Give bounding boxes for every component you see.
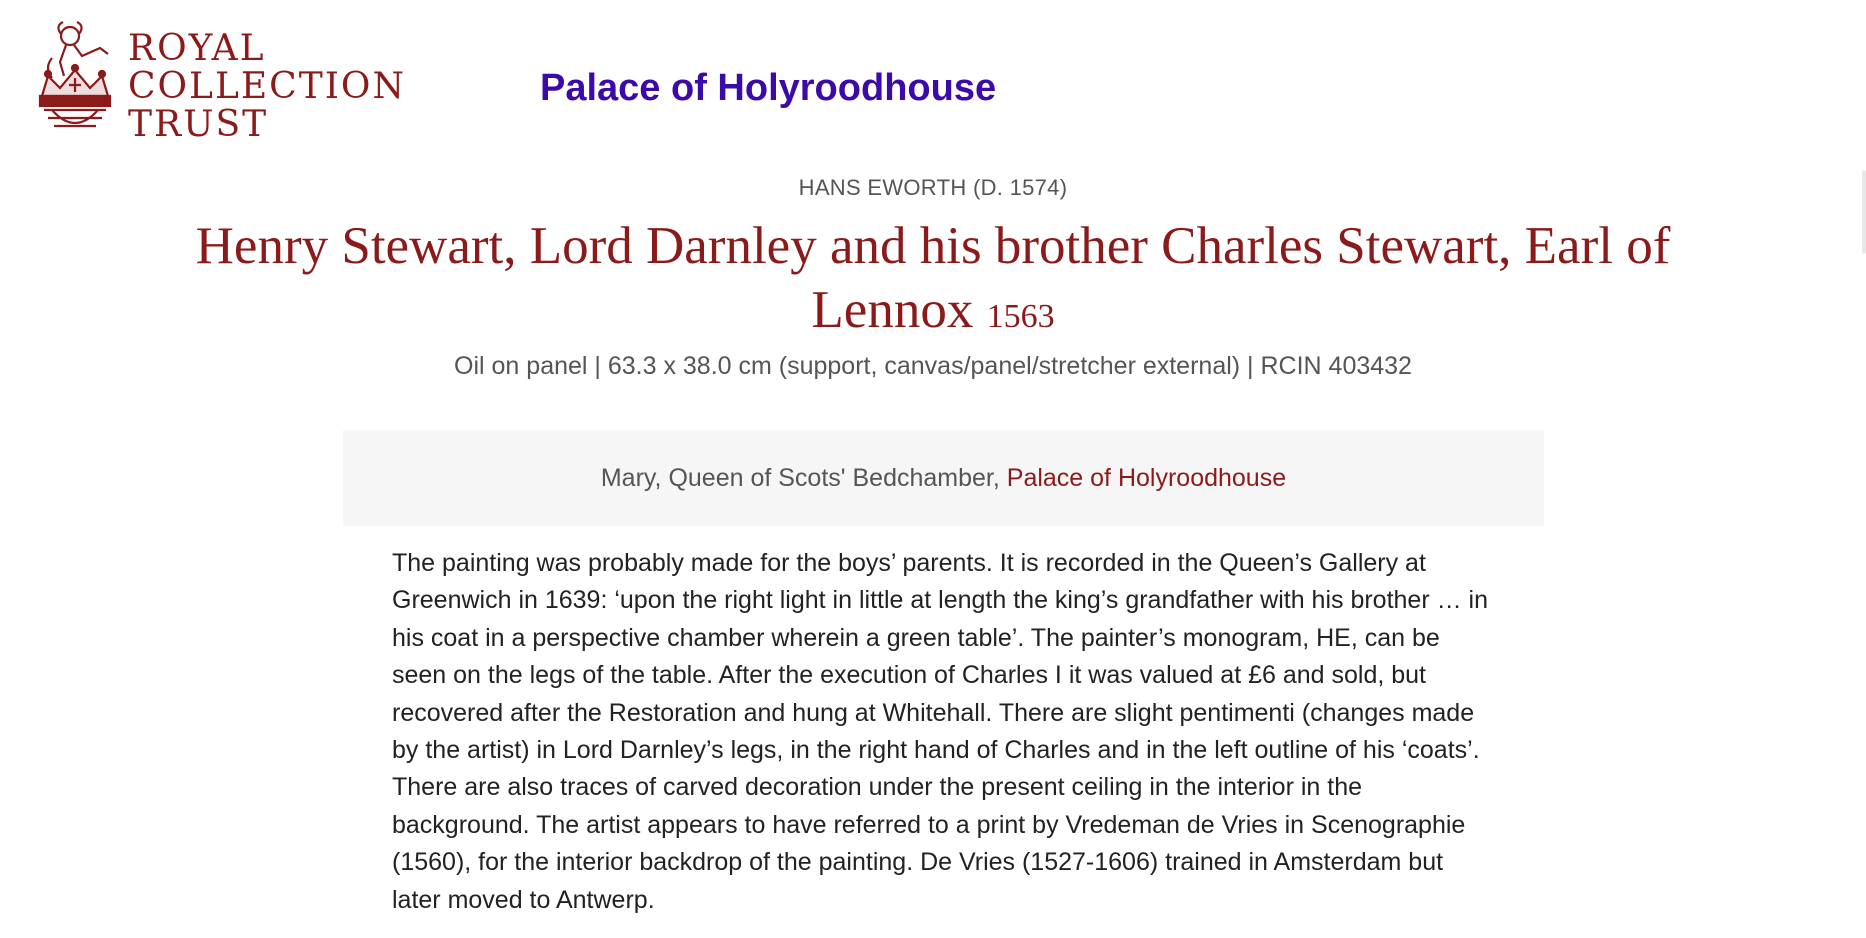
site-title-link[interactable]: Palace of Holyroodhouse: [540, 67, 997, 109]
artist-name: HANS EWORTH (D. 1574): [798, 175, 1068, 200]
artwork-title-text: Henry Stewart, Lord Darnley and his brother Charles Stewart, Earl of Lennox: [195, 217, 1671, 339]
artwork-description: The painting was probably made for the boys’ parents. It is recorded in the Queen’s Gallery at Greenwich in 1639: ‘upon the right light in little at length the king’s grandfather with his brother … in his coat in a perspective chamber wherein a green table’. The painter’s monogram, HE, can be seen on the legs of the table. After the execution of Charles I it was valued at £6 and sold, but recovered after the Restoration and hung at Whitehall. There are slight pentimenti (changes made by the artist) in Lord Darnley’s legs, in the right hand of Charles and in the left outline of his ‘coats’. There are also traces of carved decoration under the present ceiling in the interior in the background. The artist appears to have referred to a print by Vredeman de Vries in Scenographie (1560), for the interior backdrop of the painting. De Vries (1527-1606) trained in Amsterdam but later moved to Antwerp.: [392, 549, 1489, 914]
logo-line-collection: COLLECTION: [128, 66, 406, 107]
scrollbar-thumb[interactable]: [1862, 170, 1866, 254]
artwork-year: 1563: [986, 298, 1055, 335]
logo-line-royal: ROYAL: [128, 28, 266, 69]
location-box: [343, 430, 1544, 526]
logo-wordmark: [128, 30, 406, 144]
artwork-meta: Oil on panel | 63.3 x 38.0 cm (support, canvas/panel/stretcher external) | RCIN 403432: [454, 352, 1412, 380]
location-room: Mary, Queen of Scots' Bedchamber,: [600, 463, 1007, 492]
rct-logo-link[interactable]: [30, 18, 406, 144]
royal-crest-icon: [30, 18, 120, 142]
location-palace-link[interactable]: Palace of Holyroodhouse: [1006, 463, 1287, 492]
logo-line-trust: TRUST: [128, 104, 269, 145]
artwork-title: [160, 214, 1706, 349]
